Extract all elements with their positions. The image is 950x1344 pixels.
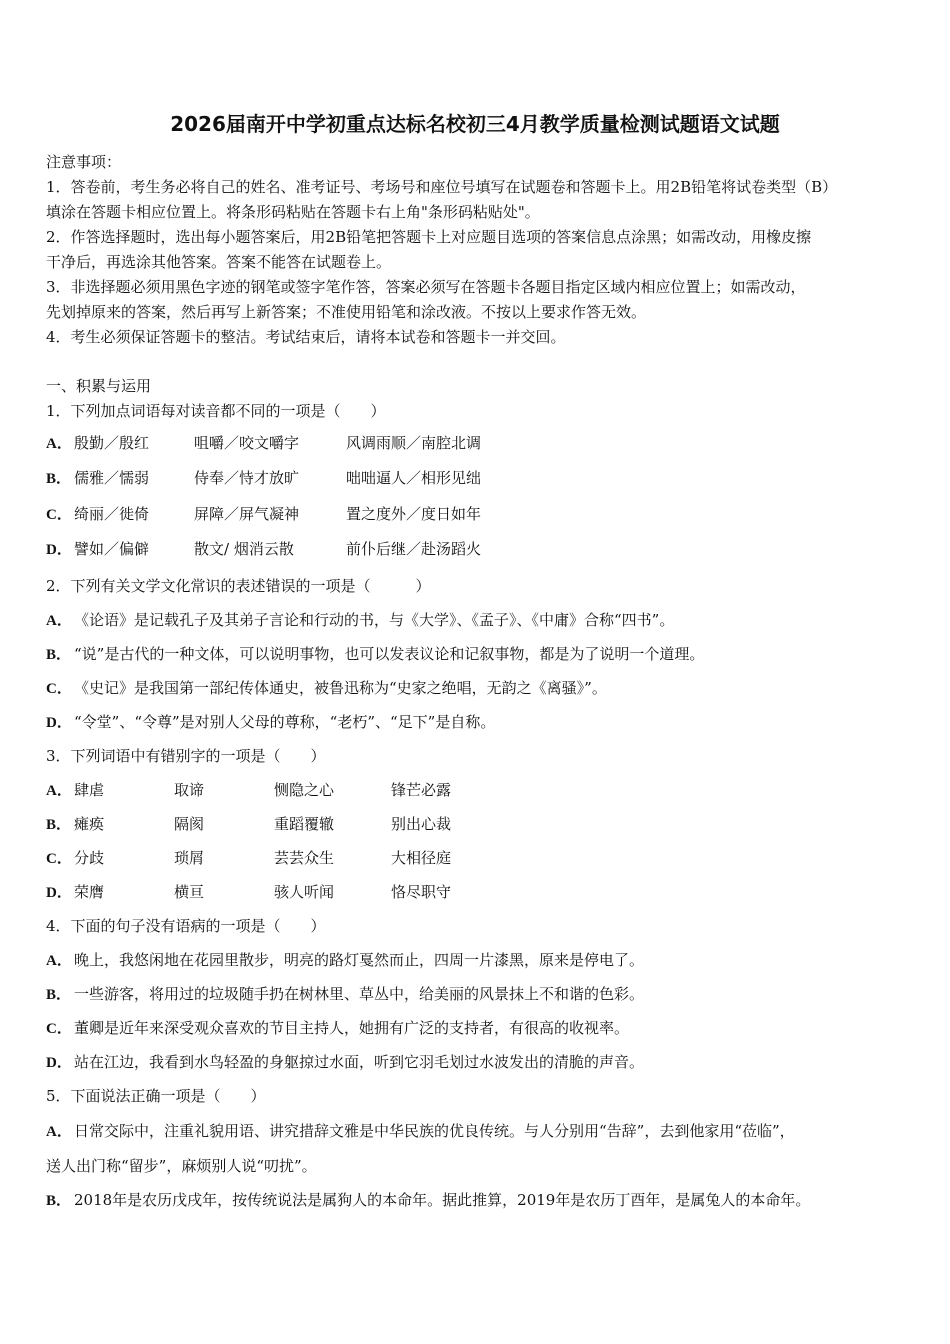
option-item: 琐屑: [174, 849, 205, 867]
option-label: D．: [46, 1055, 72, 1071]
q5-option-a: [46, 1121, 795, 1142]
notes-line: 2．作答选择题时，选出每小题答案后，用2B铅笔把答题卡上对应题目选项的答案信息点涂黑；如需改动，用橡皮擦: [46, 228, 812, 246]
q4-option-a: [46, 950, 644, 971]
option-item: 骇人听闻: [274, 883, 335, 901]
option-text: 一些游客，将用过的垃圾随手扔在树林里、草丛中，给美丽的风景抹上不和谐的色彩。: [74, 985, 645, 1003]
q2-option-b: [46, 644, 704, 665]
option-item: 绮丽／徙倚: [74, 505, 150, 523]
q3-option-b: [46, 814, 491, 835]
option-text: “令堂”、“令尊”是对别人父母的尊称，“老朽”、“足下”是自称。: [74, 713, 496, 731]
option-item: 横亘: [174, 883, 205, 901]
option-item: 恻隐之心: [274, 781, 335, 799]
notes-line: 3．非选择题必须用黑色字迹的钢笔或签字笔作答，答案必须写在答题卡各题目指定区域内相应位置上；如需改动，: [46, 278, 806, 296]
option-text: “说”是古代的一种文体，可以说明事物，也可以发表议论和记叙事物，都是为了说明一个道理。: [74, 645, 705, 663]
option-item: 风调雨顺／南腔北调: [346, 434, 482, 452]
option-item: 取谛: [174, 781, 205, 799]
option-item: 散文/ 烟消云散: [194, 540, 294, 558]
option-text: 董卿是近年来深受观众喜欢的节目主持人，她拥有广泛的支持者，有很高的收视率。: [74, 1019, 630, 1037]
q2-option-c: [46, 678, 607, 699]
option-label: C．: [46, 851, 72, 867]
option-item: 譬如／偏僻: [74, 540, 150, 558]
q5-option-b: [46, 1190, 810, 1211]
option-item: 别出心裁: [391, 815, 452, 833]
notes-line: 填涂在答题卡相应位置上。将条形码粘贴在答题卡右上角"条形码粘贴处"。: [46, 203, 540, 221]
option-label: D．: [46, 885, 72, 901]
question-2-stem: 2．下列有关文学文化常识的表述错误的一项是（ ）: [46, 577, 431, 595]
q1-option-c: [46, 504, 482, 525]
q5-option-a-continued: 送人出门称“留步”，麻烦别人说“叨扰”。: [46, 1157, 317, 1175]
option-text: 《史记》是我国第一部纪传体通史，被鲁迅称为“史家之绝唱，无韵之《离骚》”。: [74, 679, 607, 697]
q2-option-a: [46, 610, 674, 631]
question-4-stem: 4．下面的句子没有语病的一项是（ ）: [46, 917, 326, 935]
option-label: A．: [46, 783, 72, 799]
section-heading: 一、积累与运用: [46, 377, 152, 395]
option-label: B．: [46, 647, 72, 663]
q3-option-a: [46, 780, 491, 801]
option-label: A．: [46, 613, 72, 629]
option-text: 2018年是农历戊戌年，按传统说法是属狗人的本命年。据此推算，2019年是农历丁酉年，是属兔人的本命年。: [74, 1191, 811, 1209]
option-item: 大相径庭: [391, 849, 452, 867]
option-text: 站在江边，我看到水鸟轻盈的身躯掠过水面，听到它羽毛划过水波发出的清脆的声音。: [74, 1053, 645, 1071]
option-item: 锋芒必露: [391, 781, 452, 799]
option-label: B．: [46, 471, 72, 487]
option-label: D．: [46, 715, 72, 731]
option-item: 屏障／屏气凝神: [194, 505, 300, 523]
option-item: 置之度外／度日如年: [346, 505, 482, 523]
question-3-stem: 3．下列词语中有错别字的一项是（ ）: [46, 747, 326, 765]
option-label: C．: [46, 681, 72, 697]
option-item: 前仆后继／赴汤蹈火: [346, 540, 482, 558]
option-item: 咄咄逼人／相形见绌: [346, 469, 482, 487]
option-text: 日常交际中，注重礼貌用语、讲究措辞文雅是中华民族的优良传统。与人分别用“告辞”，去到他家用“莅临”，: [74, 1122, 795, 1140]
q4-option-b: [46, 984, 644, 1005]
option-item: 殷勤／殷红: [74, 434, 150, 452]
option-item: 荣膺: [74, 883, 105, 901]
option-label: A．: [46, 1124, 72, 1140]
option-label: B．: [46, 987, 72, 1003]
option-label: B．: [46, 817, 72, 833]
q1-option-b: [46, 468, 482, 489]
question-5-stem: 5．下面说法正确一项是（ ）: [46, 1087, 266, 1105]
option-label: B．: [46, 1193, 72, 1209]
option-label: C．: [46, 1021, 72, 1037]
option-text: 晚上，我悠闲地在花园里散步，明亮的路灯戛然而止，四周一片漆黑，原来是停电了。: [74, 951, 645, 969]
option-item: 恪尽职守: [391, 883, 452, 901]
q3-option-c: [46, 848, 491, 869]
option-item: 芸芸众生: [274, 849, 335, 867]
q2-option-d: [46, 712, 495, 733]
option-item: 分歧: [74, 849, 105, 867]
option-label: D．: [46, 542, 72, 558]
option-item: 肆虐: [74, 781, 105, 799]
notes-line: 先划掉原来的答案，然后再写上新答案；不准使用铅笔和涂改液。不按以上要求作答无效。: [46, 303, 647, 321]
option-item: 儒雅／懦弱: [74, 469, 150, 487]
page-title: 2026届南开中学初重点达标名校初三4月教学质量检测试题语文试题: [170, 112, 780, 136]
q4-option-c: [46, 1018, 629, 1039]
option-label: A．: [46, 953, 72, 969]
option-item: 瘫痪: [74, 815, 105, 833]
notes-heading: 注意事项：: [46, 153, 122, 171]
option-item: 咀嚼／咬文嚼字: [194, 434, 300, 452]
question-1-stem: 1．下列加点词语每对读音都不同的一项是（ ）: [46, 402, 386, 420]
q1-option-a: [46, 433, 482, 454]
notes-line: 1．答卷前，考生务必将自己的姓名、准考证号、考场号和座位号填写在试题卷和答题卡上。用2B铅笔将试卷类型（B）: [46, 178, 838, 196]
q4-option-d: [46, 1052, 644, 1073]
notes-line: 干净后，再选涂其他答案。答案不能答在试题卷上。: [46, 253, 392, 271]
q3-option-d: [46, 882, 491, 903]
option-label: C．: [46, 507, 72, 523]
option-text: 《论语》是记载孔子及其弟子言论和行动的书，与《大学》、《孟子》、《中庸》合称“四书”。: [74, 611, 675, 629]
option-item: 侍奉／恃才放旷: [194, 469, 300, 487]
option-item: 隔阂: [174, 815, 205, 833]
option-label: A．: [46, 436, 72, 452]
notes-line: 4．考生必须保证答题卡的整洁。考试结束后，请将本试卷和答题卡一并交回。: [46, 328, 566, 346]
option-item: 重蹈覆辙: [274, 815, 335, 833]
q1-option-d: [46, 539, 482, 560]
